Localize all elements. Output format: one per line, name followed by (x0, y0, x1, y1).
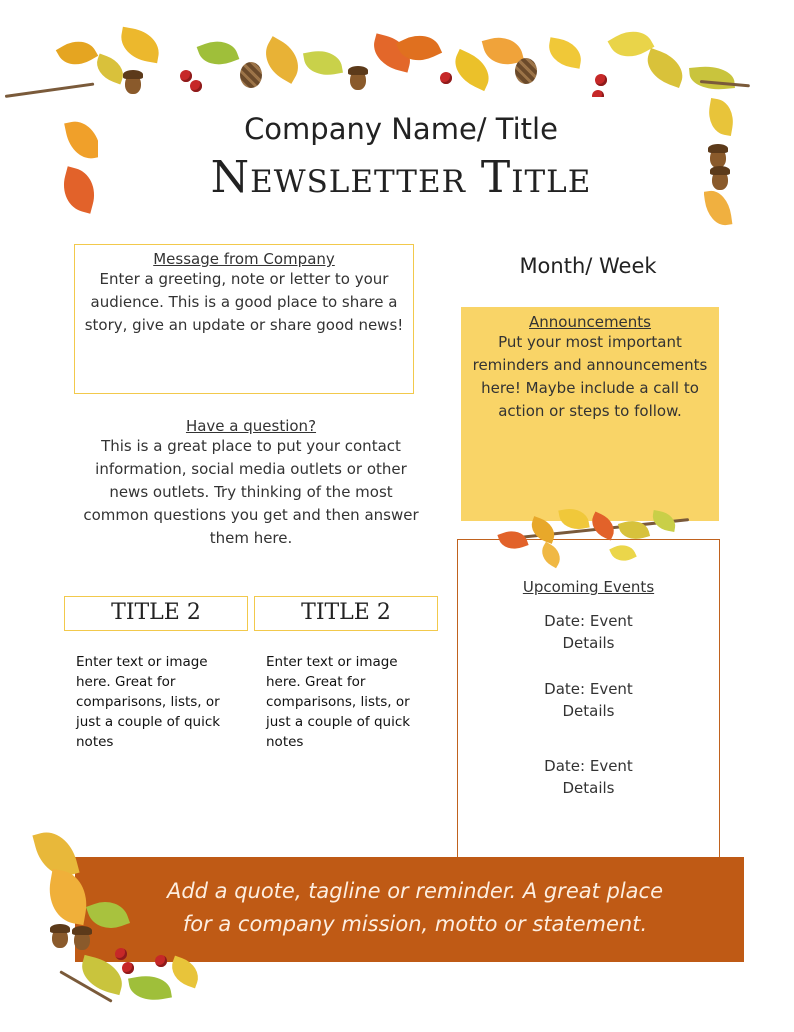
column-title-2: TITLE 2 (254, 596, 438, 631)
announcements-heading: Announcements (529, 313, 651, 331)
month-week: Month/ Week (519, 254, 657, 278)
question-body: This is a great place to put your contact information, social media outlets or other news outlets. Try thinking of the most common questions you get and then answer them here. (83, 437, 419, 547)
event-item (458, 610, 719, 654)
event-details: Details (562, 634, 615, 652)
message-body: Enter a greeting, note or letter to your audience. This is a good place to share a story, give an update or share good news! (84, 270, 404, 334)
events-box (457, 539, 720, 862)
message-heading: Message from Company (153, 250, 335, 268)
event-date: Date: Event (544, 757, 633, 775)
event-details: Details (562, 702, 615, 720)
event-details: Details (562, 779, 615, 797)
question-heading: Have a question? (185, 417, 317, 435)
message-box (74, 244, 414, 394)
column-text-2: Enter text or image here. Great for comparisons, lists, or just a couple of quick notes (266, 654, 411, 750)
column-title-1: TITLE 2 (64, 596, 248, 631)
event-date: Date: Event (544, 680, 633, 698)
company-name: Company Name/ Title (244, 112, 558, 146)
event-date: Date: Event (544, 612, 633, 630)
event-item (458, 678, 719, 722)
quote-text: Add a quote, tagline or reminder. A great place for a company mission, motto or statement. (166, 879, 664, 936)
events-heading: Upcoming Events (522, 578, 655, 596)
column-text-1: Enter text or image here. Great for comparisons, lists, or just a couple of quick notes (76, 654, 221, 750)
announcements-body: Put your most important reminders and announcements here! Maybe include a call to action or steps to follow. (472, 333, 708, 420)
announcements-box (461, 307, 719, 521)
question-block (82, 417, 420, 550)
event-item (458, 755, 719, 799)
quote-band (75, 857, 744, 962)
newsletter-title: Newsletter Title (210, 152, 592, 203)
